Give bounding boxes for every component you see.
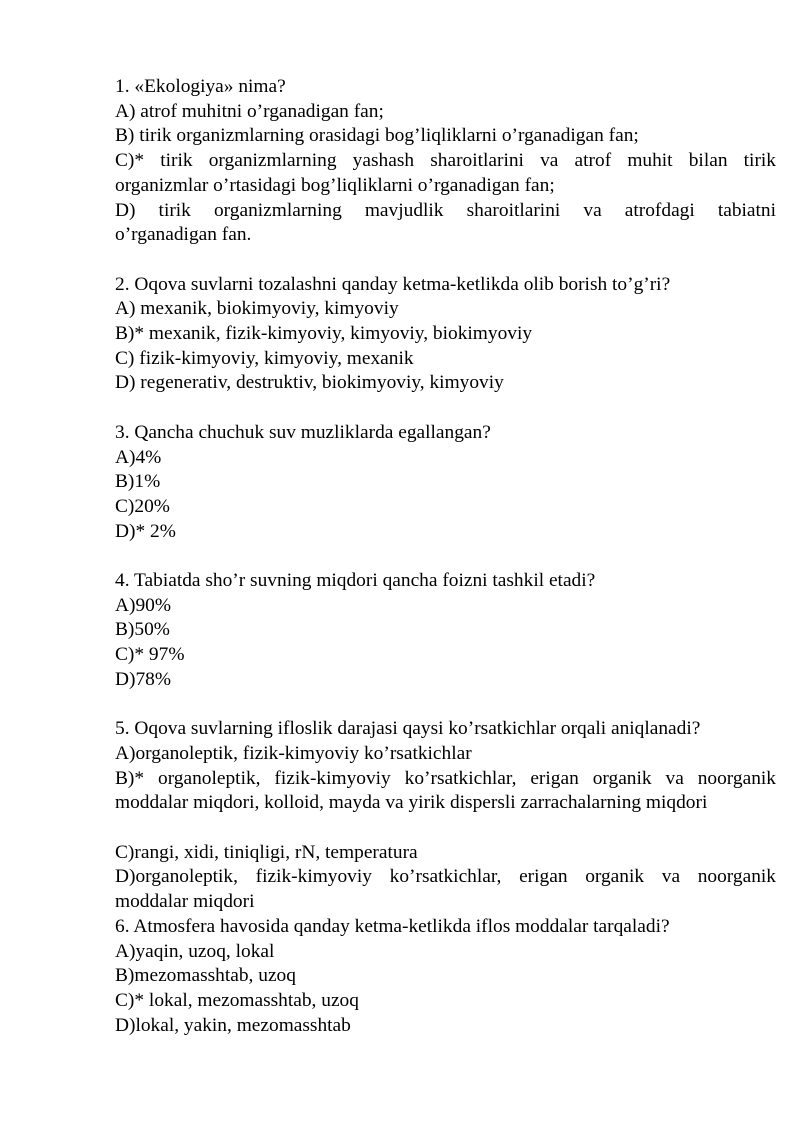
- question-5: [115, 717, 776, 915]
- answer-option-d-continuation: moddalar miqdori: [115, 891, 255, 913]
- question-2: [115, 273, 776, 397]
- answer-option-d-correct: D)* 2%: [115, 520, 176, 542]
- answer-option-c: C)rangi, xidi, tiniqligi, rN, temperatura: [115, 841, 418, 863]
- answer-option-a: A)4%: [115, 446, 162, 468]
- answer-option-a: A)90%: [115, 594, 172, 616]
- answer-option-a: A)yaqin, uzoq, lokal: [115, 940, 275, 962]
- answer-option-d: D) tirik organizmlarning mavjudlik sharoitlarini va atrofdagi tabiatni: [115, 199, 776, 221]
- quiz-document: [115, 75, 776, 1038]
- answer-option-c: C) fizik-kimyoviy, kimyoviy, mexanik: [115, 347, 414, 369]
- answer-option-c: C)20%: [115, 495, 170, 517]
- paragraph-gap: [115, 248, 776, 273]
- paragraph-gap: [115, 816, 776, 841]
- answer-option-a: A) mexanik, biokimyoviy, kimyoviy: [115, 298, 399, 320]
- question-text: 5. Oqova suvlarning ifloslik darajasi qaysi ko’rsatkichlar orqali aniqlanadi?: [115, 718, 701, 740]
- answer-option-d: D) regenerativ, destruktiv, biokimyoviy, kimyoviy: [115, 372, 504, 394]
- answer-option-d: D)lokal, yakin, mezomasshtab: [115, 1014, 351, 1036]
- question-text: 4. Tabiatda sho’r suvning miqdori qancha foizni tashkil etadi?: [115, 570, 596, 592]
- answer-option-b-correct: B)* mexanik, fizik-kimyoviy, kimyoviy, biokimyoviy: [115, 323, 533, 345]
- answer-option-a: A)organoleptik, fizik-kimyoviy ko’rsatkichlar: [115, 742, 472, 764]
- question-text: 2. Oqova suvlarni tozalashni qanday ketma-ketlikda olib borish to’g’ri?: [115, 273, 671, 295]
- answer-option-c-continuation: organizmlar o’rtasidagi bog’liqliklarni o’rganadigan fan;: [115, 174, 555, 196]
- answer-option-b: B) tirik organizmlarning orasidagi bog’liqliklarni o’rganadigan fan;: [115, 125, 639, 147]
- question-4: [115, 569, 776, 693]
- answer-option-b-correct: B)* organoleptik, fizik-kimyoviy ko’rsatkichlar, erigan organik va noorganik: [115, 767, 776, 789]
- paragraph-gap: [115, 693, 776, 718]
- answer-option-c-correct: C)* 97%: [115, 644, 185, 666]
- question-text: 3. Qancha chuchuk suv muzliklarda egallangan?: [115, 421, 491, 443]
- answer-option-b: B)1%: [115, 471, 161, 493]
- question-text: 1. «Ekologiya» nima?: [115, 76, 286, 97]
- answer-option-c-correct: C)* tirik organizmlarning yashash sharoitlarini va atrof muhit bilan tirik: [115, 150, 776, 172]
- answer-option-d: D)78%: [115, 668, 172, 690]
- question-6: [115, 915, 776, 1039]
- paragraph-gap: [115, 396, 776, 421]
- answer-option-a: A) atrof muhitni o’rganadigan fan;: [115, 100, 384, 122]
- answer-option-b-continuation: moddalar miqdori, kolloid, mayda va yirik dispersli zarrachalarning miqdori: [115, 792, 708, 814]
- answer-option-d: D)organoleptik, fizik-kimyoviy ko’rsatkichlar, erigan organik va noorganik: [115, 866, 776, 888]
- answer-option-d-continuation: o’rganadigan fan.: [115, 224, 252, 246]
- question-3: [115, 421, 776, 545]
- answer-option-b: B)50%: [115, 619, 170, 641]
- question-1: [115, 75, 776, 248]
- paragraph-gap: [115, 544, 776, 569]
- question-text: 6. Atmosfera havosida qanday ketma-ketlikda iflos moddalar tarqaladi?: [115, 915, 670, 937]
- answer-option-c-correct: C)* lokal, mezomasshtab, uzoq: [115, 989, 359, 1011]
- answer-option-b: B)mezomasshtab, uzoq: [115, 965, 296, 987]
